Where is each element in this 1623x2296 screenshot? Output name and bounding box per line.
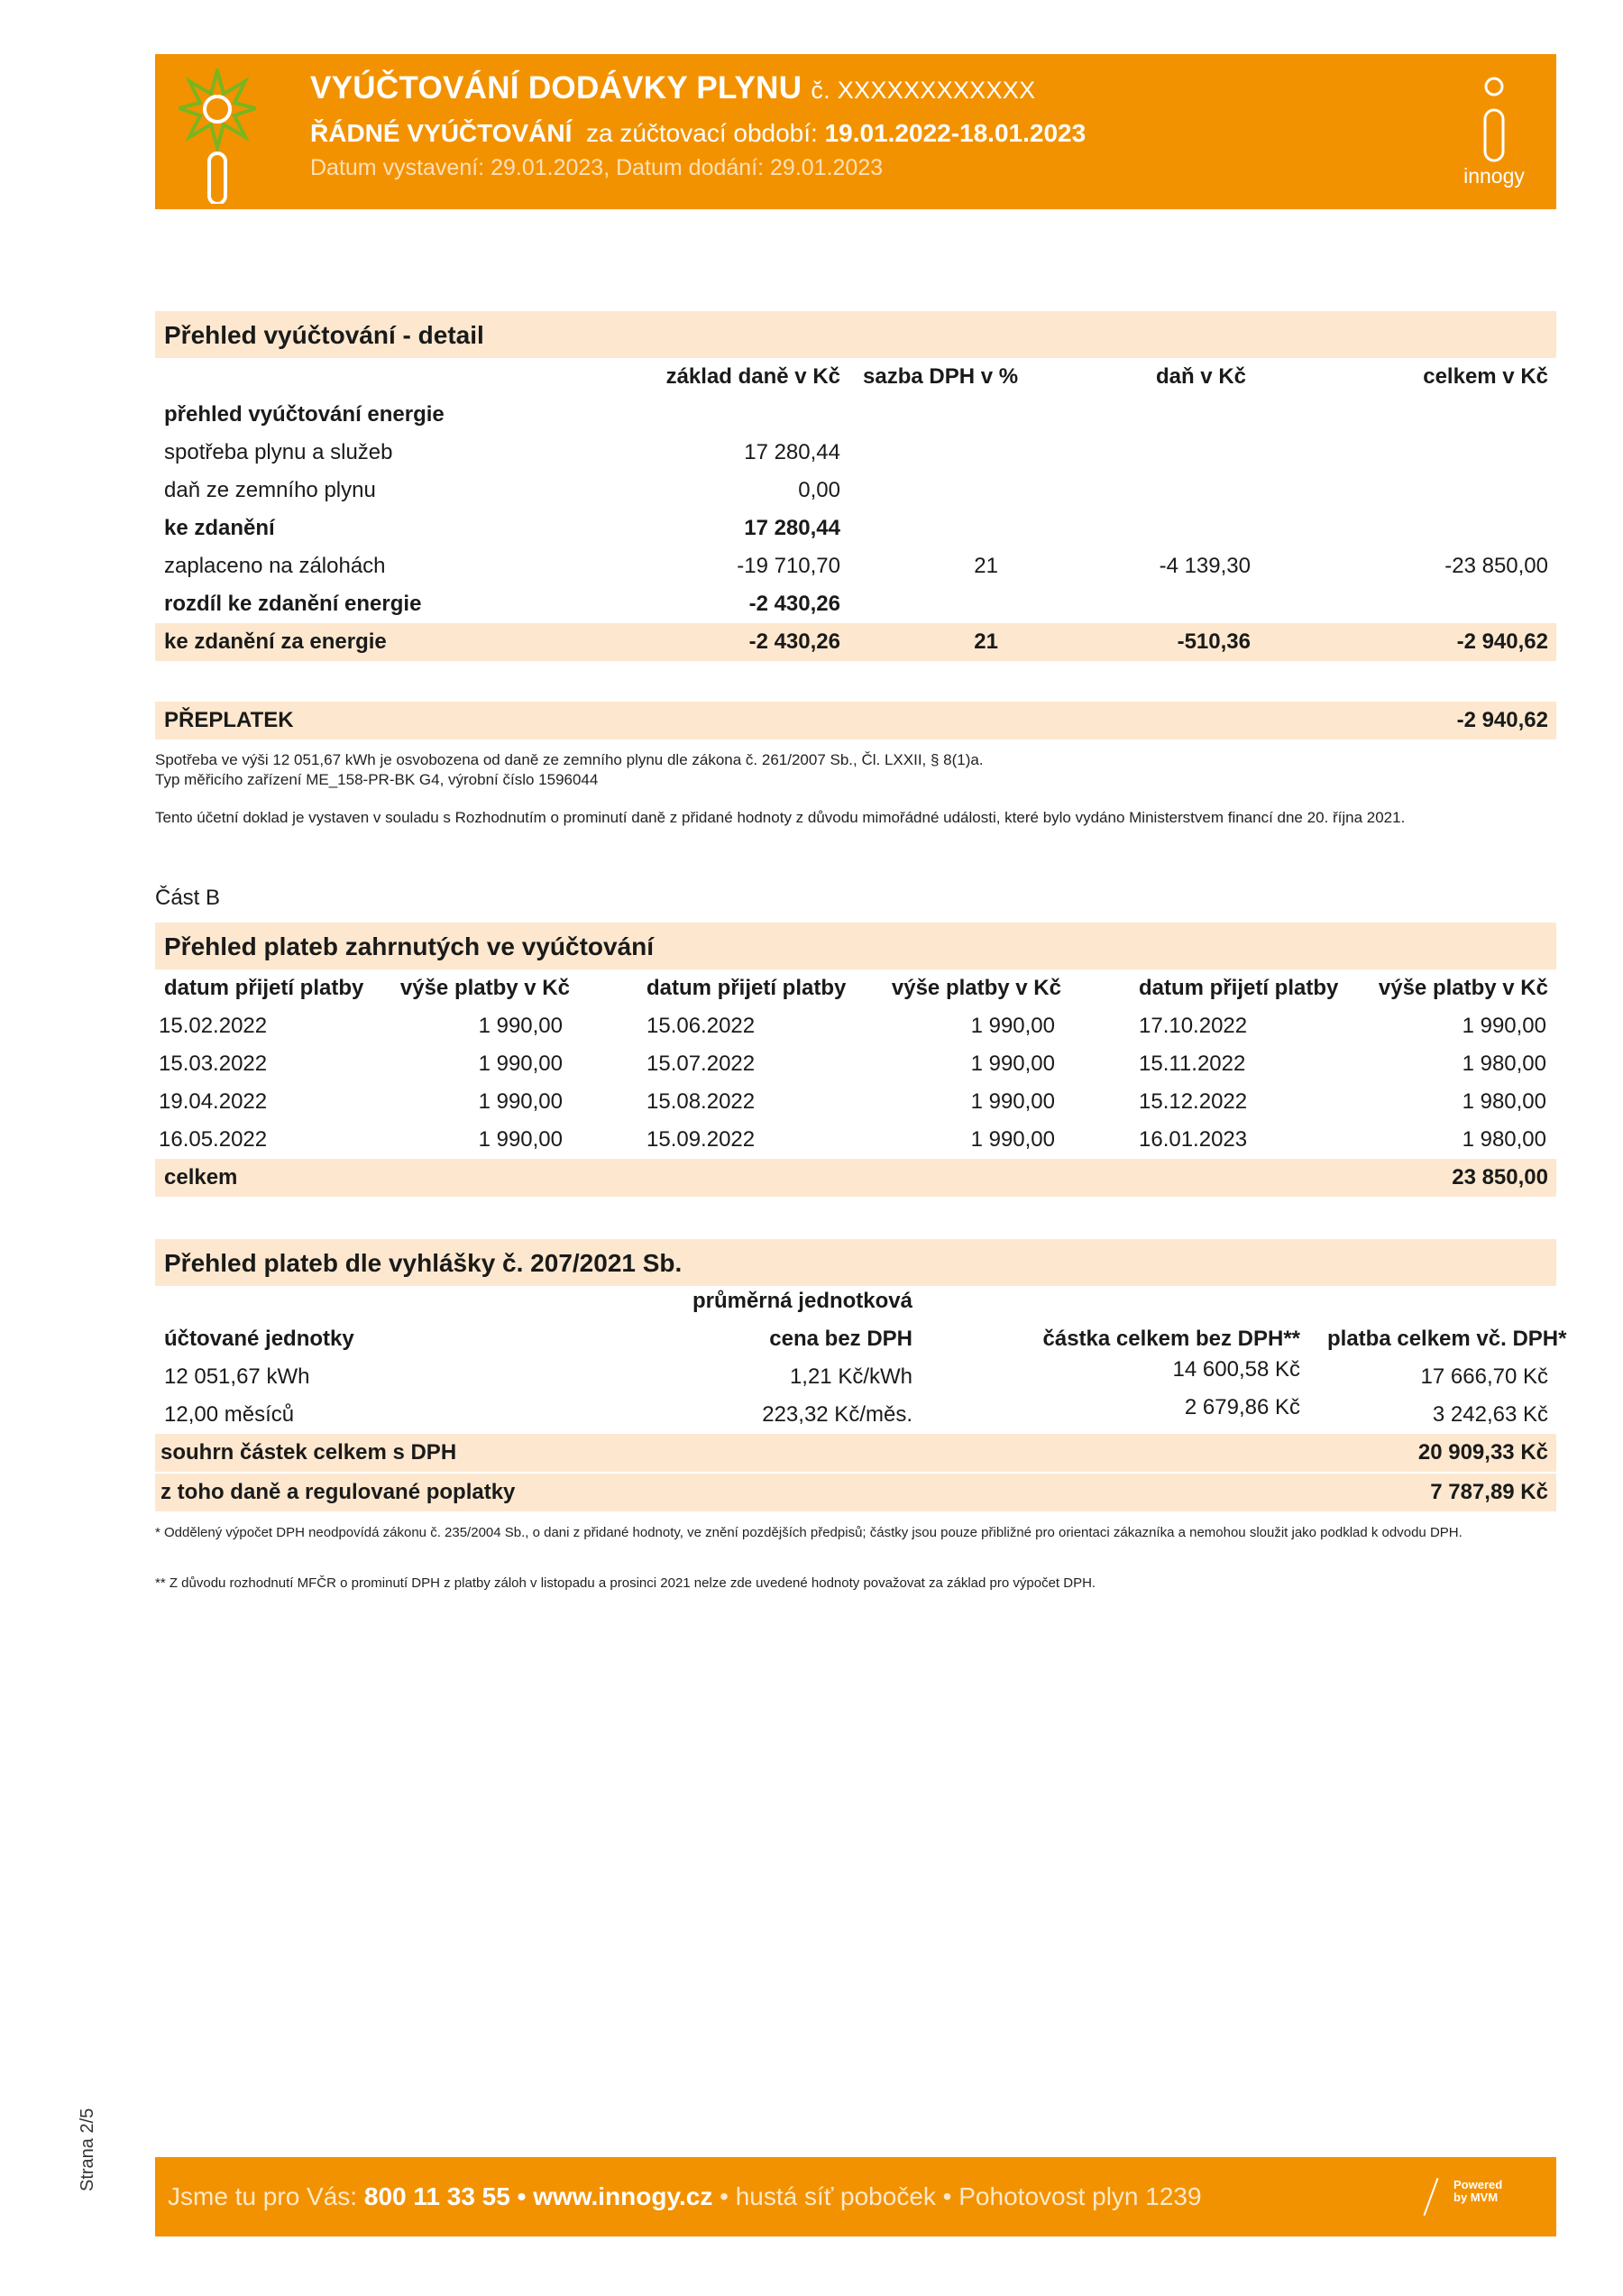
invoice-dates: Datum vystavení: 29.01.2023, Datum dodání: 29.01.2023 xyxy=(310,155,884,180)
decree-tax-row: z toho daně a regulované poplatky 7 787,89 Kč xyxy=(155,1474,1556,1511)
footer-web-link[interactable]: www.innogy.cz xyxy=(533,2182,713,2210)
part-b-label: Část B xyxy=(155,886,221,910)
footer-banner xyxy=(155,2157,1556,2236)
payment-row: 19.04.2022 1 990,00 15.08.2022 1 990,00 15.12.2022 1 980,00 xyxy=(159,1089,1546,1114)
payment-row: 15.02.2022 1 990,00 15.06.2022 1 990,00 17.10.2022 1 990,00 xyxy=(159,1014,1546,1038)
footer-contact: Jsme tu pro Vás: 800 11 33 55 • www.innogy.cz • hustá síť poboček • Pohotovost plyn 1239 xyxy=(168,2182,1202,2210)
invoice-subtitle: ŘÁDNÉ VYÚČTOVÁNÍ za zúčtovací období: 19.01.2022-18.01.2023 xyxy=(310,119,1087,147)
vat-note: Tento účetní doklad je vystaven v souladu s Rozhodnutím o prominutí daně z přidané hodnoty z důvodu mimořádné události, které bylo vydáno Ministerstvem financí dne 20. října 2021. xyxy=(155,809,1406,826)
page-number: Strana 2/5 xyxy=(78,2108,97,2191)
sun-logo-icon xyxy=(179,69,256,204)
footer-phone[interactable]: 800 11 33 55 xyxy=(363,2182,510,2210)
header-banner xyxy=(155,54,1556,209)
detail-row: ke zdanění 17 280,44 xyxy=(164,516,840,540)
col-tax: daň v Kč xyxy=(1155,364,1246,389)
decree-sum-row: souhrn částek celkem s DPH 20 909,33 Kč xyxy=(155,1434,1556,1472)
decree-section-title: Přehled plateb dle vyhlášky č. 207/2021 Sb. xyxy=(155,1239,1556,1286)
col-total: celkem v Kč xyxy=(1423,364,1548,389)
brand-name: innogy xyxy=(1463,164,1525,188)
decree-row: 12,00 měsíců 223,32 Kč/měs. 2 679,86 Kč 3 242,63 Kč xyxy=(164,1395,1548,1427)
detail-row: spotřeba plynu a služeb 17 280,44 xyxy=(164,440,840,464)
overpayment-row: PŘEPLATEK -2 940,62 xyxy=(155,702,1556,739)
col-base: základ daně v Kč xyxy=(665,364,840,389)
detail-section-title: Přehled vyúčtování - detail xyxy=(155,311,1556,358)
detail-row: zaplaceno na zálohách -19 710,70 21 -4 139,30 -23 850,00 xyxy=(164,554,1548,578)
decree-footnote: ** Z důvodu rozhodnutí MFČR o prominutí DPH z platby záloh v listopadu a prosinci 2021 nelze zde uvedené hodnoty považovat za základ pro výpočet DPH. xyxy=(155,1575,1096,1591)
powered-slash-icon xyxy=(1424,2178,1439,2216)
payments-total-row: celkem 23 850,00 xyxy=(155,1159,1556,1197)
detail-row: přehled vyúčtování energie xyxy=(164,402,445,427)
detail-row: rozdíl ke zdanění energie -2 430,26 xyxy=(164,592,840,616)
detail-row: daň ze zemního plynu 0,00 xyxy=(164,478,840,502)
payment-row: 15.03.2022 1 990,00 15.07.2022 1 990,00 15.11.2022 1 980,00 xyxy=(159,1052,1546,1076)
decree-footnote: * Oddělený výpočet DPH neodpovídá zákonu č. 235/2004 Sb., o dani z přidané hodnoty, ve znění pozdějších předpisů; částky jsou pouze přibližné pro orientaci zákazníka a nemohou sloužit jako podklad k odvodu DPH. xyxy=(155,1525,1463,1540)
payments-section-title: Přehled plateb zahrnutých ve vyúčtování xyxy=(155,923,1556,969)
invoice-title: VYÚČTOVÁNÍ DODÁVKY PLYNU č. XXXXXXXXXXXX xyxy=(310,70,1036,106)
col-rate: sazba DPH v % xyxy=(863,364,1019,389)
decree-header-row: účtované jednotky průměrná jednotková cena bez DPH částka celkem bez DPH** platba celkem vč. DPH* xyxy=(164,1289,1567,1351)
decree-row: 12 051,67 kWh 1,21 Kč/kWh 14 600,58 Kč 17 666,70 Kč xyxy=(164,1357,1548,1389)
detail-total-row: ke zdanění za energie -2 430,26 21 -510,36 -2 940,62 xyxy=(155,623,1556,661)
detail-header-row xyxy=(155,358,1556,396)
powered-by-mvm: Powered by MVM xyxy=(1453,2178,1503,2204)
payment-row: 16.05.2022 1 990,00 15.09.2022 1 990,00 16.01.2023 1 980,00 xyxy=(159,1127,1546,1152)
payments-header-row: datum přijetí platby výše platby v Kč datum přijetí platby výše platby v Kč datum přijetí platby výše platby v Kč xyxy=(164,976,1548,1000)
detail-note: Spotřeba ve výši 12 051,67 kWh je osvobozena od daně ze zemního plynu dle zákona č. 261/2007 Sb., Čl. LXXII, § 8(1)a. Typ měřicího zařízení ME_158-PR-BK G4, výrobní číslo 1596044 xyxy=(155,751,984,788)
